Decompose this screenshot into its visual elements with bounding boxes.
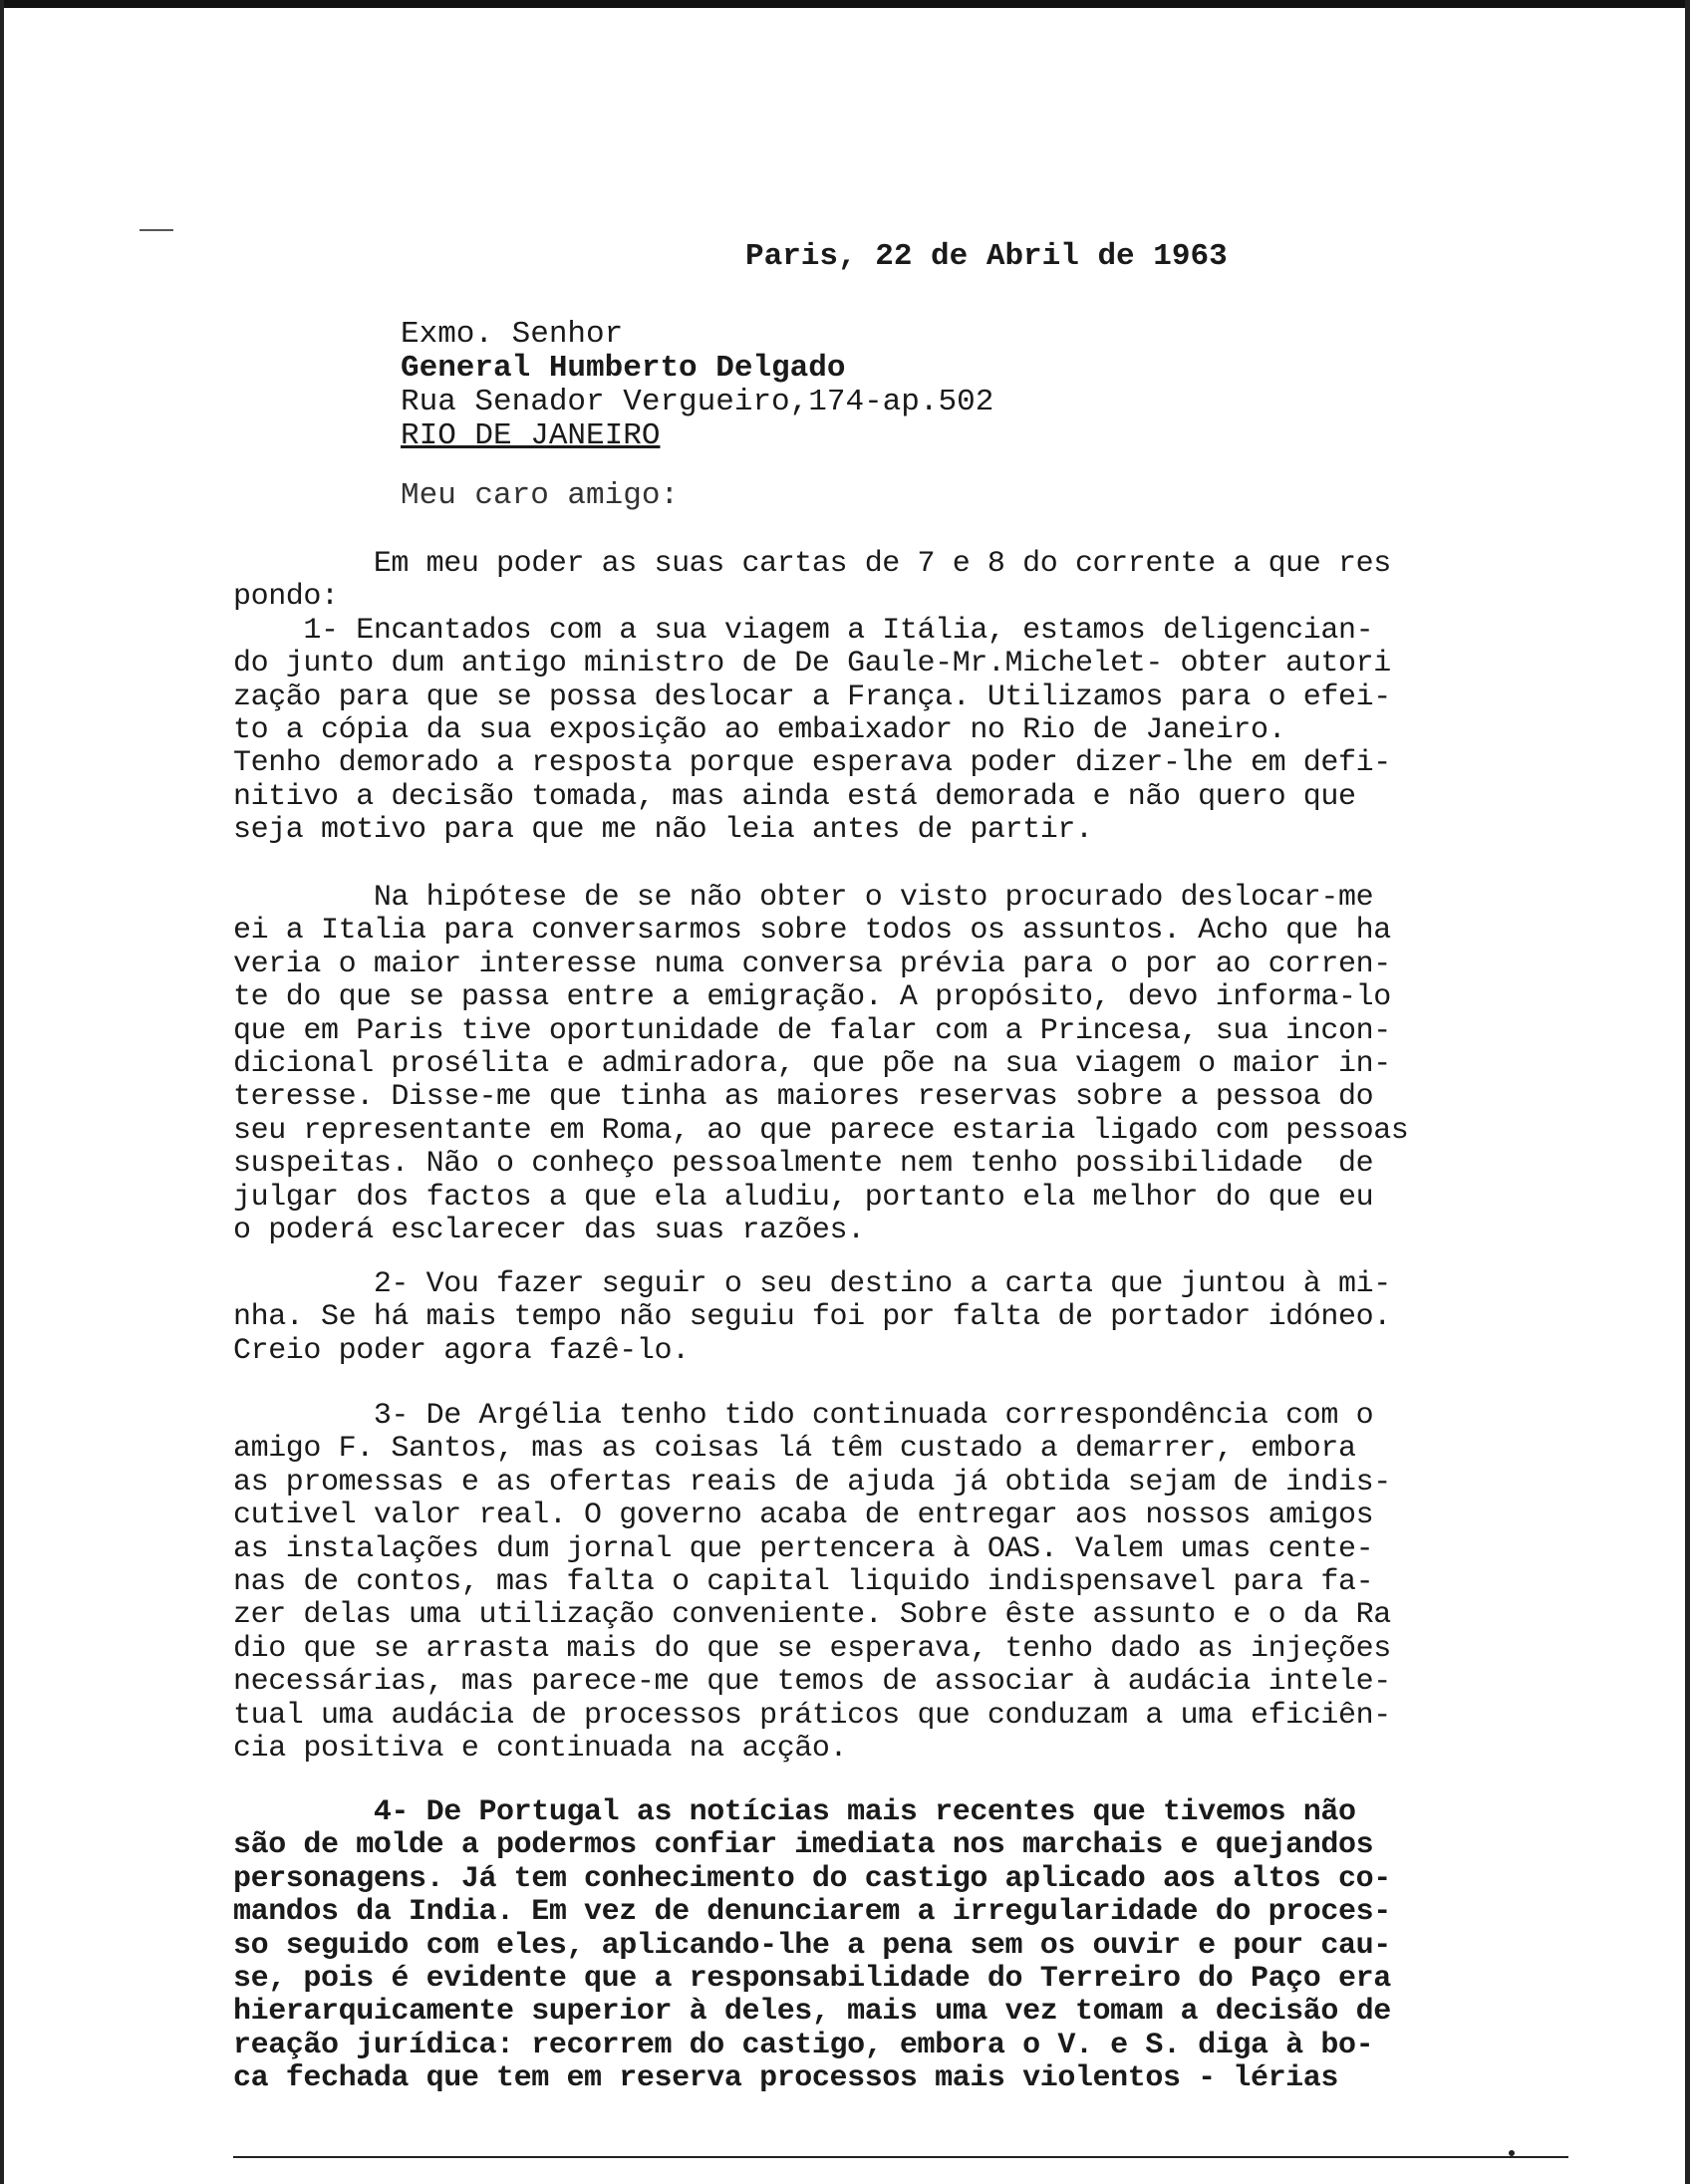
paragraph-3: 2- Vou fazer seguir o seu destino a carta que juntou à mi- nha. Se há mais tempo não seguiu foi por falta de portador idóneo. Creio poder agora fazê-lo. — [233, 1267, 1391, 1368]
page-border-top — [0, 0, 1690, 8]
address-line-2: General Humberto Delgado — [401, 351, 846, 386]
letter-dateline: Paris, 22 de Abril de 1963 — [745, 239, 1228, 274]
page-border-right — [1685, 0, 1690, 2184]
bottom-rule — [233, 2156, 1568, 2158]
margin-mark — [140, 229, 173, 231]
paragraph-2: Na hipótese de se não obter o visto procurado deslocar-me ei a Italia para conversarmos sobre todos os assuntos. Acho que ha veria o maior interesse numa conversa prévia para o por ao corren- te do que se passa entre a emigração. A propósito, devo informa-lo que em Paris tive oportunidade de falar com a Princesa, sua incon- dicional prosélita e admiradora, que põe na sua viagem o maior in- teresse. Disse-me que tinha as maiores reservas sobre a pessoa do seu representante em Roma, ao que parece estaria ligado com pessoas suspeitas. Não o conheço pessoalmente nem tenho possibilidade de julgar dos factos a que ela aludiu, portanto ela melhor do que eu o poderá esclarecer das suas razões. — [233, 881, 1409, 1248]
paragraph-4: 3- De Argélia tenho tido continuada correspondência com o amigo F. Santos, mas as coisas lá têm custado a demarrer, embora as promessas e as ofertas reais de ajuda já obtida sejam de indis- cutivel valor real. O governo acaba de entregar aos nossos amigos as instalações dum jornal que pertencera à OAS. Valem umas cente- nas de contos, mas falta o capital liquido indispensavel para fa- zer delas uma utilização conveniente. Sobre êste assunto e o da Ra dio que se arrasta mais do que se esperava, tenho dado as injeções necessárias, mas parece-me que temos de associar à audácia intele- tual uma audácia de processos práticos que conduzam a uma eficiên- cia positiva e continuada na acção. — [233, 1399, 1391, 1767]
paragraph-5: 4- De Portugal as notícias mais recentes que tivemos não são de molde a podermos confiar imediata nos marchais e quejandos personagens. Já tem conhecimento do castigo aplicado aos altos co- mandos da India. Em vez de denunciarem a irregularidade do proces- so seguido com eles, aplicando-lhe a pena sem os ouvir e pour cau- se, pois é evidente que a responsabilidade do Terreiro do Paço era hierarquicamente superior à deles, mais uma vez tomam a decisão de reação jurídica: recorrem do castigo, embora o V. e S. diga à bo- ca fechada que tem em reserva processos mais violentos - lérias — [233, 1795, 1391, 2096]
paragraph-1: Em meu poder as suas cartas de 7 e 8 do corrente a que res pondo: 1- Encantados com a sua viagem a Itália, estamos deligencian- do junto dum antigo ministro de De Gaule-Mr.Michelet- obter autori zação para que se possa deslocar a França. Utilizamos para o efei- to a cópia da sua exposição ao embaixador no Rio de Janeiro. Tenho demorado a resposta porque esperava poder dizer-lhe em defi- nitivo a decisão tomada, mas ainda está demorada e não quero que seja motivo para que me não leia antes de partir. — [233, 547, 1391, 848]
address-line-1: Exmo. Senhor — [401, 317, 624, 352]
page-border-left — [0, 0, 4, 2184]
address-line-3: Rua Senador Vergueiro,174-ap.502 — [401, 385, 994, 419]
letter-salutation: Meu caro amigo: — [401, 478, 680, 513]
address-line-4: RIO DE JANEIRO — [401, 418, 661, 453]
bottom-mark — [1509, 2150, 1515, 2156]
